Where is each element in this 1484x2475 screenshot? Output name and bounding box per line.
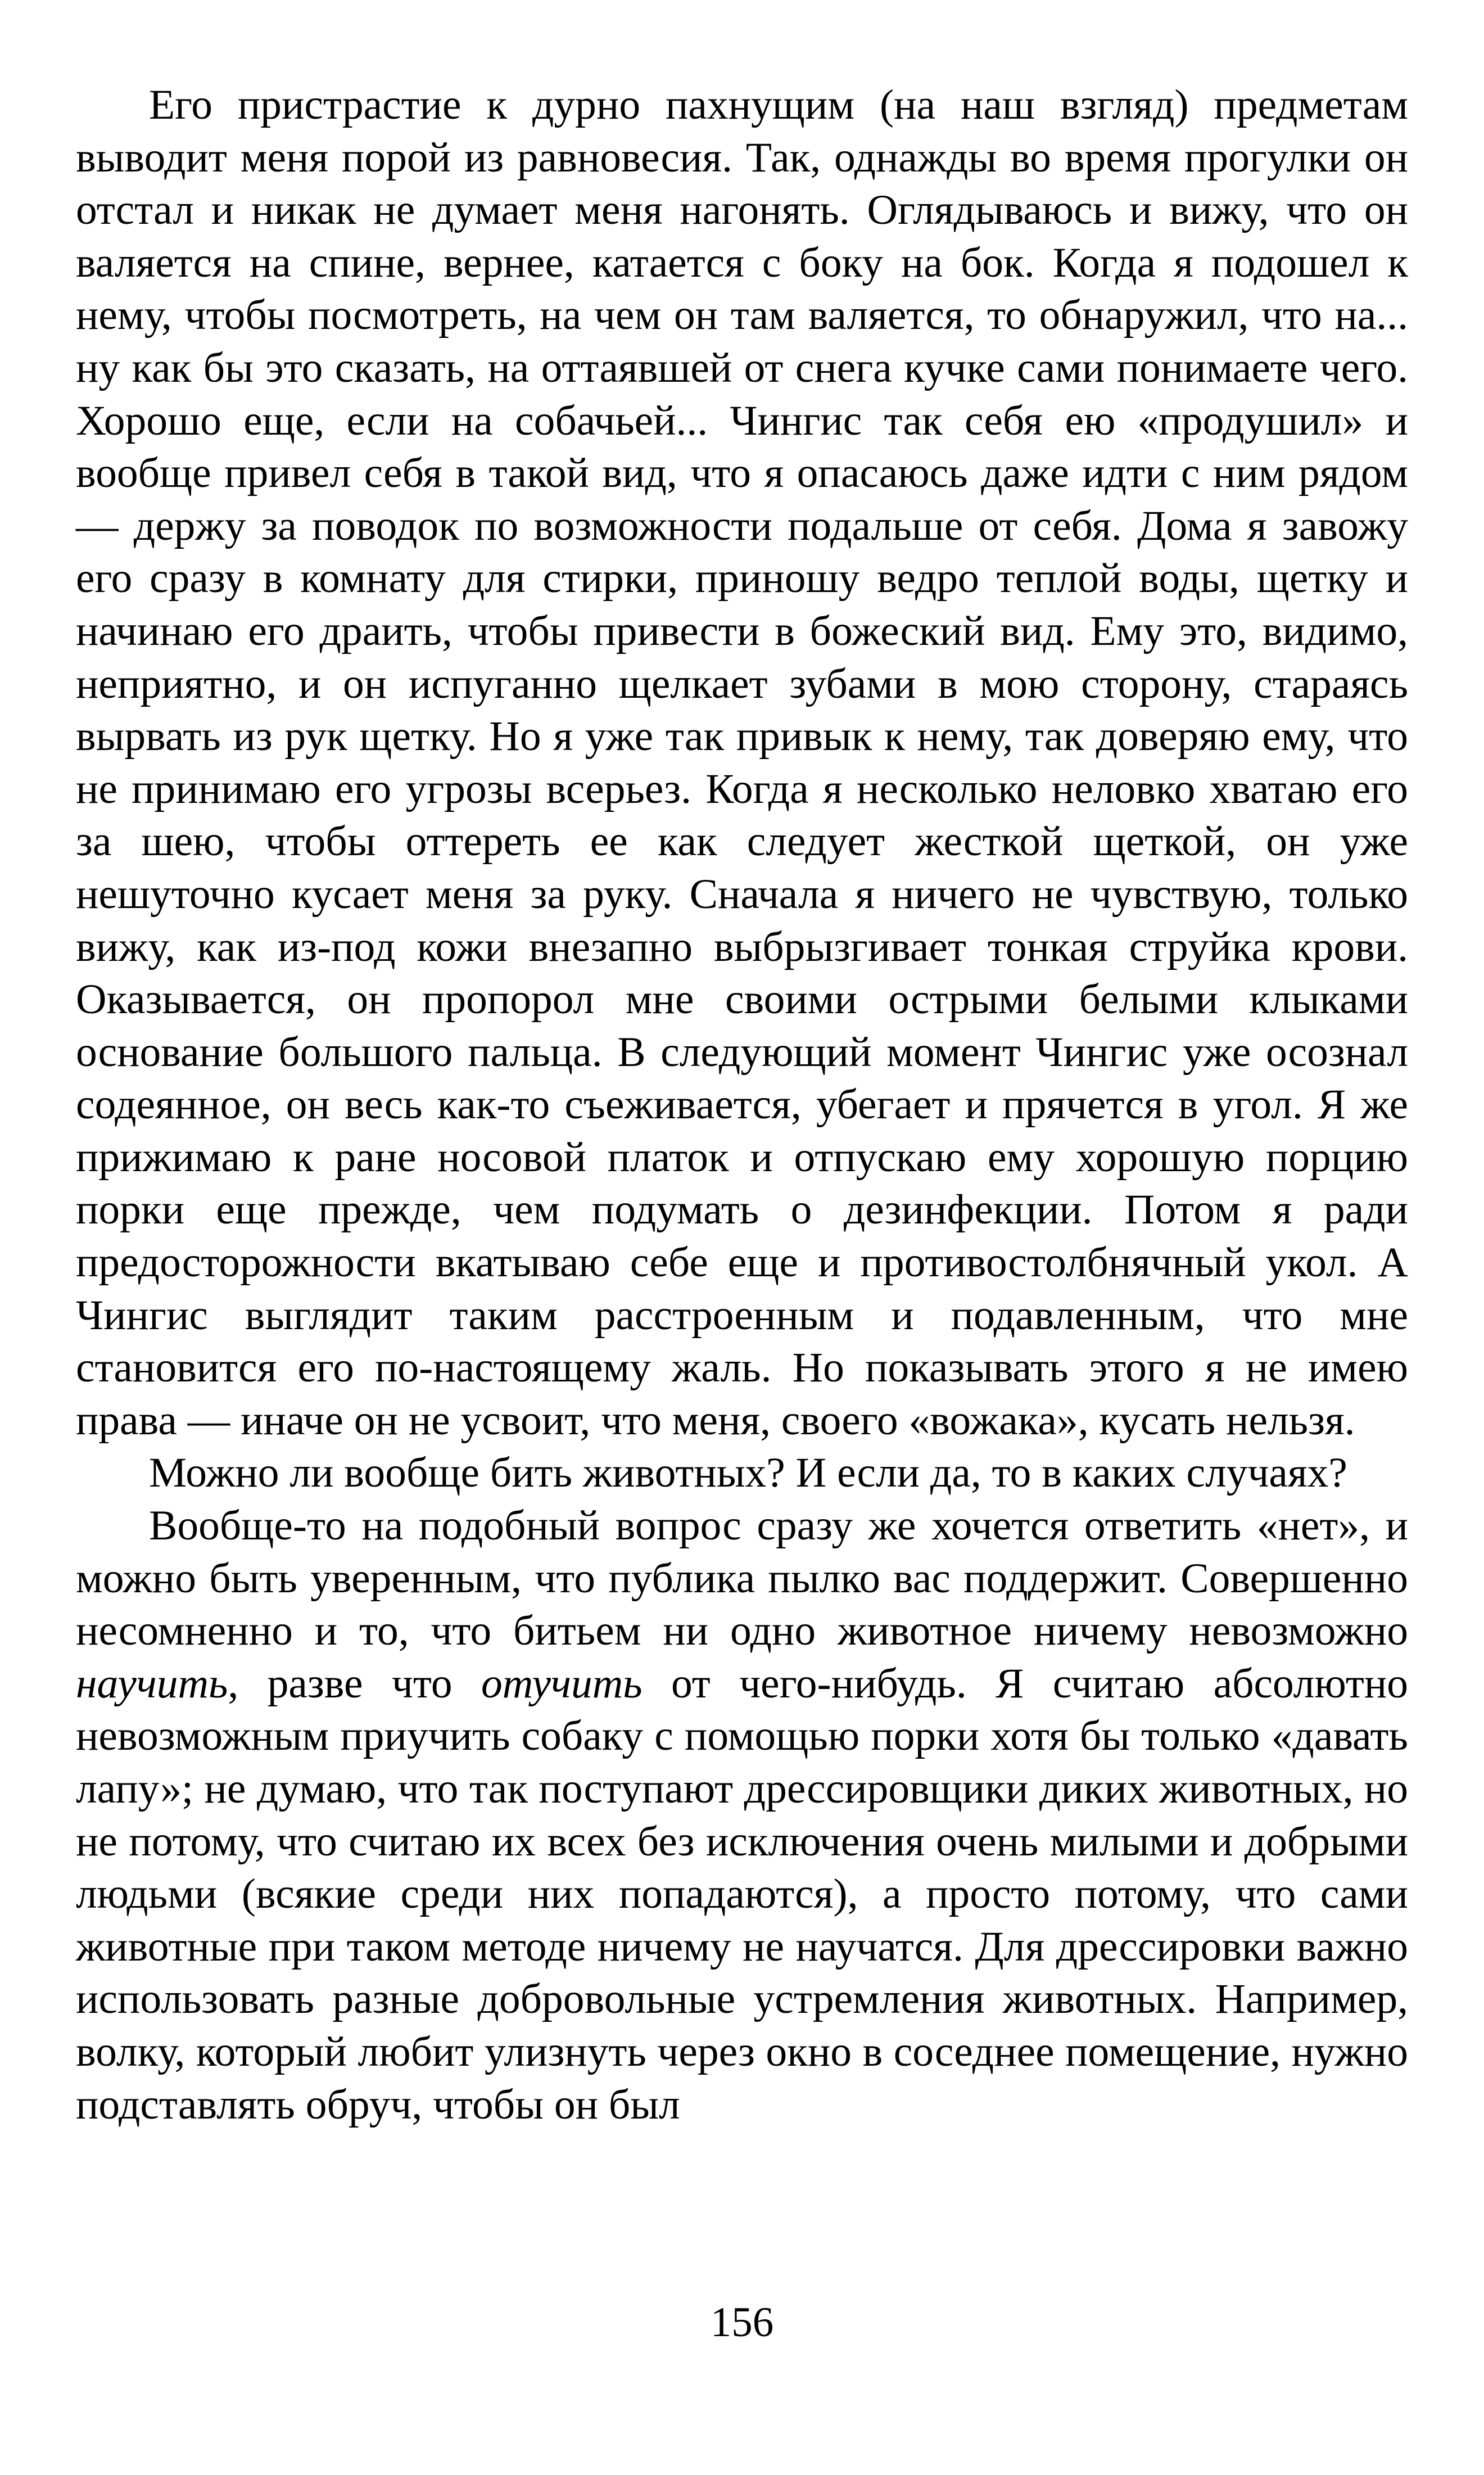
text-run: Его пристрастие к дурно пахнущим (на наш взгляд) предметам выводит меня порой из равновесия. Так, однажды во время прогулки он отстал и никак не думает меня нагонять. Оглядываюсь и вижу, что он валяется на спине, вернее, катается с боку на бок. Когда я подошел к нему, чтобы посмотреть, на чем он там валяется, то обнаружил, что на... ну как бы это сказать, на оттаявшей от снега кучке сами понимаете чего. Хорошо еще, если на собачьей... Чингис так себя ею «продушил» и вообще привел себя в такой вид, что я опасаюсь даже идти с ним рядом — держу за поводок по возможности подальше от себя. Дома я завожу его сразу в комнату для стирки, приношу ведро теплой воды, щетку и начинаю его драить, чтобы привести в божеский вид. Ему это, видимо, неприятно, и он испуганно щелкает зубами в мою сторону, стараясь вырвать из рук щетку. Но я уже так привык к нему, так доверяю ему, что не принимаю его угрозы всерьез. Когда я несколько неловко хватаю его за шею, чтобы оттереть ее как следует жесткой щеткой, он уже нешуточно кусает меня за руку. Сначала я ничего не чувствую, только вижу, как из-под кожи внезапно выбрызгивает тонкая струйка крови. Оказывается, он пропорол мне своими острыми белыми клыками основание большого пальца. В следующий момент Чингис уже осознал содеянное, он весь как-то съеживается, убегает и прячется в угол. Я же прижимаю к ране носовой платок и отпускаю ему хорошую порцию порки еще прежде, чем подумать о дезинфекции. Потом я ради предосторожности вкатываю себе еще и противостолбнячный укол. А Чингис выглядит таким расстроенным и подавленным, что мне становится его по-настоящему жаль. Но показывать этого я не имею права — иначе он не усвоит, что меня, своего «вожака», кусать нельзя.: [76, 82, 1408, 1444]
text-run: , разве что: [228, 1660, 482, 1707]
emphasized-word: отучить: [481, 1660, 643, 1707]
emphasized-word: научить: [76, 1660, 228, 1707]
paragraph-dog-bath-story: [76, 79, 1408, 1447]
page-number: 156: [710, 2299, 774, 2346]
paragraph-question-beating-animals: [76, 1447, 1408, 1500]
text-run: от чего-нибудь. Я считаю абсолютно невозможным приучить собаку с помощью порки хотя бы только «давать лапу»; не думаю, что так поступают дрессировщики диких животных, но не потому, что считаю их всех без исключения очень милыми и добрыми людьми (всякие среди них попадаются), а просто потому, что сами животные при таком методе ничему не научатся. Для дрессировки важно использовать разные добровольные устремления животных. Например, волку, который любит улизнуть через окно в соседнее помещение, нужно подставлять обруч, чтобы он был: [76, 1660, 1408, 2128]
text-run: Вообще-то на подобный вопрос сразу же хочется ответить «нет», и можно быть уверенным, что публика пылко вас поддержит. Совершенно несомненно и то, что битьем ни одно животное ничему невозможно: [76, 1502, 1408, 1655]
page-body: [76, 79, 1408, 2131]
paragraph-training-answer: [76, 1500, 1408, 2131]
text-run: Можно ли вообще бить животных? И если да, то в каких случаях?: [149, 1449, 1347, 1497]
